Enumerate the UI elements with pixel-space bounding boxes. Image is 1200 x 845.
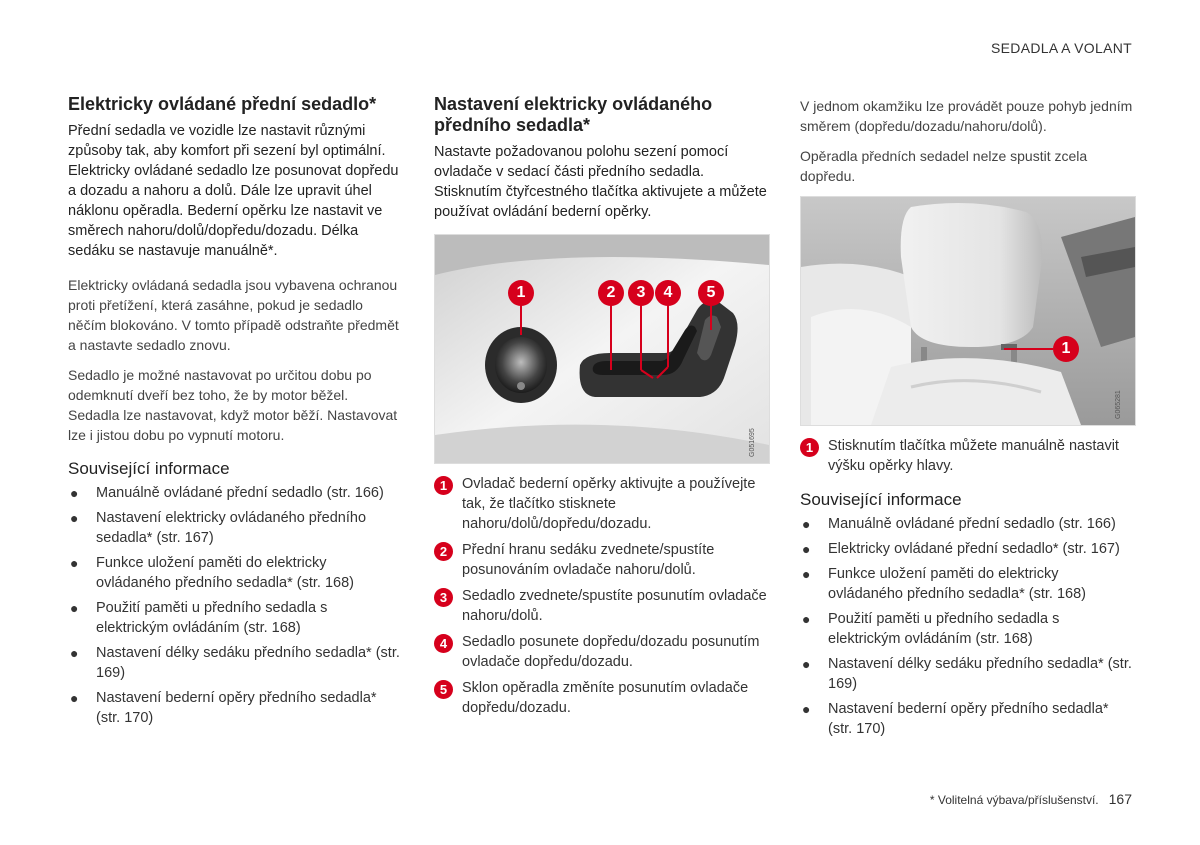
figure-code: G065281 [1115,390,1122,419]
bullet-icon: ● [802,516,811,532]
bullet-icon: ● [802,566,811,582]
callout-marker: 5 [698,280,724,306]
related-list [68,483,403,728]
column-left [68,94,403,733]
related-link[interactable]: ● Nastavení délky sedáku předního sedadla* (str. 169) [70,645,400,681]
related-link[interactable]: ● Nastavení bederní opěry předního sedadla* (str. 170) [70,690,377,726]
seat-controls-figure [434,234,770,464]
seat-controls-illustration [435,235,769,463]
callout-item: 3 Sedadlo zvednete/spustíte posunutím ovladače nahoru/dolů. [434,586,769,626]
related-link[interactable]: ● Funkce uložení paměti do elektricky ovládaného předního sedadla* (str. 168) [70,555,354,591]
bullet-icon: ● [70,510,79,526]
related-link[interactable]: ● Použití paměti u předního sedadla s elektrickým ovládáním (str. 168) [70,600,328,636]
column-right [800,96,1135,744]
callout-list [800,436,1135,476]
callout-marker: 1 [508,280,534,306]
callout-item: 1 Ovladač bederní opěrky aktivujte a používejte tak, že tlačítko stisknete nahoru/dolů/dopředu/dozadu. [434,474,769,534]
number-badge: 1 [800,438,819,457]
related-title: Související informace [800,490,962,509]
footnote: * Volitelná výbava/příslušenství. [929,793,1099,807]
bullet-icon: ● [70,690,79,706]
intro-paragraph: Přední sedadla ve vozidle lze nastavit různými způsoby tak, aby komfort při sezení byl optimální. Elektricky ovládané sedadlo lze posunovat dopředu a dozadu a nahoru a dolů. Dále lze upravit úhel náklonu opěradla. Bederní opěrku lze nastavit ve směrech nahoru/dolů/dopředu/dozadu. Délka sedáku se nastavuje manuálně*. [68,123,399,259]
bullet-icon: ● [802,656,811,672]
bullet-icon: ● [70,645,79,661]
number-badge: 2 [434,542,453,561]
callout-marker: 4 [655,280,681,306]
bullet-icon: ● [802,541,811,557]
timing-paragraph: Sedadlo je možné nastavovat po určitou dobu po odemknutí dveří bez toho, že by motor běžel. Sedadla lze nastavovat, když motor běží. Nastavovat lze i jistou dobu po vypnutí motoru. [68,367,398,443]
section-title: Nastavení elektricky ovládaného předního sedadla* [434,94,713,135]
column-middle [434,94,769,724]
number-badge: 4 [434,634,453,653]
callout-item: 1 Stisknutím tlačítka můžete manuálně nastavit výšku opěrky hlavy. [800,436,1135,476]
direction-paragraph: V jednom okamžiku lze provádět pouze pohyb jedním směrem (dopředu/dozadu/nahoru/dolů). [800,98,1133,134]
related-link[interactable]: ● Manuálně ovládané přední sedadlo (str. 166) [802,516,1116,532]
bullet-icon: ● [70,485,79,501]
related-link[interactable]: ● Elektricky ovládané přední sedadlo* (str. 167) [802,541,1120,557]
bullet-icon: ● [70,555,79,571]
callout-item: 4 Sedadlo posunete dopředu/dozadu posunutím ovladače dopředu/dozadu. [434,632,769,672]
overload-paragraph: Elektricky ovládaná sedadla jsou vybavena ochranou proti přetížení, která zasáhne, pokud je sedadlo něčím blokováno. V tomto případě odstraňte předmět a nastavte sedadlo znovu. [68,277,399,353]
bullet-icon: ● [802,701,811,717]
callout-item: 5 Sklon opěradla změníte posunutím ovladače dopředu/dozadu. [434,678,769,718]
callout-marker: 3 [628,280,654,306]
callout-marker: 2 [598,280,624,306]
bullet-icon: ● [802,611,811,627]
bullet-icon: ● [70,600,79,616]
page-number: 167 [1108,791,1132,807]
callout-list [434,474,769,718]
related-title: Související informace [68,459,230,478]
related-link[interactable]: ● Nastavení délky sedáku předního sedadla* (str. 169) [802,656,1132,692]
related-link[interactable]: ● Nastavení elektricky ovládaného předního sedadla* (str. 167) [70,510,367,546]
running-header: SEDADLA A VOLANT [991,40,1132,56]
headrest-illustration [801,197,1135,425]
number-badge: 1 [434,476,453,495]
callout-marker: 1 [1053,336,1079,362]
number-badge: 5 [434,680,453,699]
related-link[interactable]: ● Nastavení bederní opěry předního sedadla* (str. 170) [802,701,1109,737]
related-list [800,514,1135,739]
related-link[interactable]: ● Manuálně ovládané přední sedadlo (str. 166) [70,485,384,501]
figure-code: G051695 [749,428,756,457]
callout-item: 2 Přední hranu sedáku zvednete/spustíte posunováním ovladače nahoru/dolů. [434,540,769,580]
section-title: Elektricky ovládané přední sedadlo* [68,94,377,114]
backrest-paragraph: Opěradla předních sedadel nelze spustit zcela dopředu. [800,148,1088,184]
page-footer [930,791,1132,807]
related-link[interactable]: ● Použití paměti u předního sedadla s elektrickým ovládáním (str. 168) [802,611,1060,647]
intro-paragraph: Nastavte požadovanou polohu sezení pomocí ovladače v sedací části předního sedadla. Stisknutím čtyřcestného tlačítka aktivujete a můžete používat ovládání bederní opěrky. [434,144,767,220]
number-badge: 3 [434,588,453,607]
headrest-figure [800,196,1136,426]
related-link[interactable]: ● Funkce uložení paměti do elektricky ovládaného předního sedadla* (str. 168) [802,566,1086,602]
